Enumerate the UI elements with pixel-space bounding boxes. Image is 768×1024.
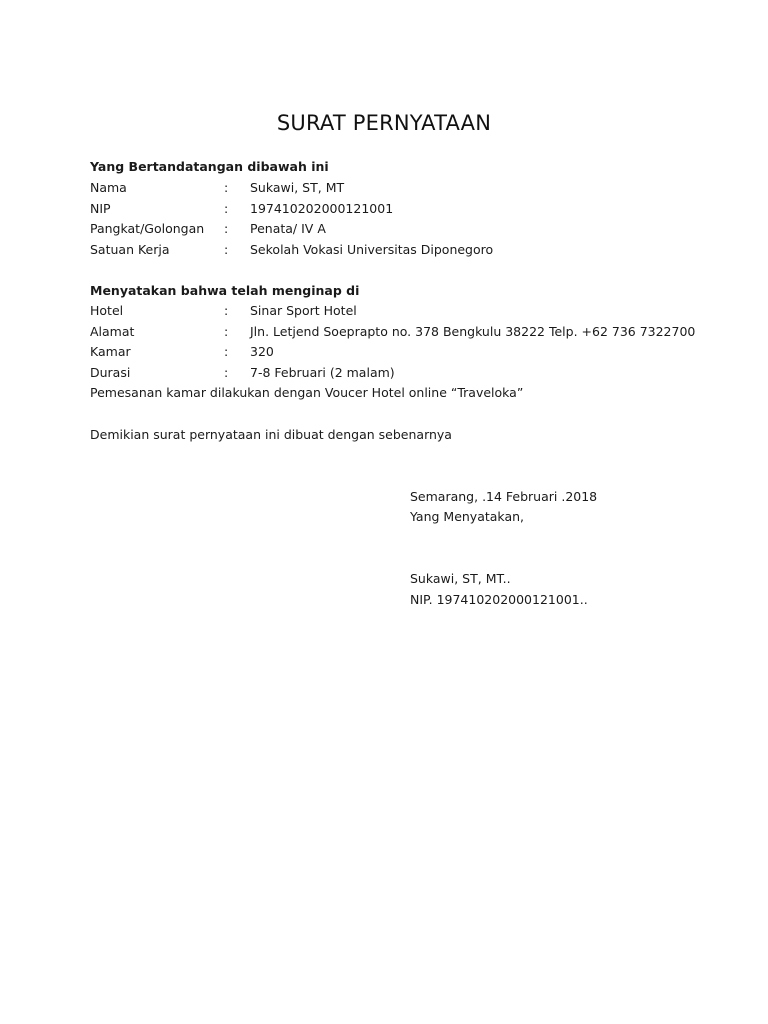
field-label: NIP <box>90 201 111 216</box>
field-row-satuan-kerja <box>90 240 730 260</box>
field-value: Sukawi, ST, MT <box>250 180 345 195</box>
field-value: Sekolah Vokasi Universitas Diponegoro <box>250 242 494 257</box>
section2-heading: Menyatakan bahwa telah menginap di <box>90 283 360 298</box>
field-label: Hotel <box>90 303 124 318</box>
field-value: 197410202000121001 <box>250 201 394 216</box>
field-colon: : <box>224 324 229 339</box>
field-colon: : <box>224 344 229 359</box>
field-colon: : <box>224 221 229 236</box>
field-label: Pangkat/Golongan <box>90 221 205 236</box>
signature-place-date: Semarang, .14 Februari .2018 <box>410 489 598 504</box>
field-colon: : <box>224 242 229 257</box>
field-label: Kamar <box>90 344 131 359</box>
field-label: Alamat <box>90 324 135 339</box>
field-row-kamar <box>90 342 730 362</box>
closing-statement: Demikian surat pernyataan ini dibuat dengan sebenarnya <box>90 427 452 442</box>
field-row-alamat <box>90 322 730 342</box>
signature-nip: NIP. 197410202000121001.. <box>410 592 588 607</box>
field-colon: : <box>224 303 229 318</box>
signature-name: Sukawi, ST, MT.. <box>410 571 511 586</box>
field-colon: : <box>224 180 229 195</box>
field-label: Durasi <box>90 365 131 380</box>
field-row-hotel <box>90 301 730 321</box>
document-title: SURAT PERNYATAAN <box>276 111 492 135</box>
field-value: 320 <box>250 344 274 359</box>
field-value: Penata/ IV A <box>250 221 326 236</box>
field-value: Sinar Sport Hotel <box>250 303 357 318</box>
field-value: 7-8 Februari (2 malam) <box>250 365 395 380</box>
field-row-nama <box>90 178 730 198</box>
signature-role: Yang Menyatakan, <box>410 509 524 524</box>
section1-heading: Yang Bertandatangan dibawah ini <box>90 159 329 174</box>
field-row-durasi <box>90 363 730 383</box>
field-row-nip <box>90 199 730 219</box>
field-row-pangkat <box>90 219 730 239</box>
field-label: Satuan Kerja <box>90 242 170 257</box>
booking-note: Pemesanan kamar dilakukan dengan Voucer Hotel online “Traveloka” <box>90 385 524 400</box>
field-colon: : <box>224 201 229 216</box>
field-colon: : <box>224 365 229 380</box>
field-value: Jln. Letjend Soeprapto no. 378 Bengkulu 38222 Telp. +62 736 7322700 <box>250 324 696 339</box>
field-label: Nama <box>90 180 127 195</box>
